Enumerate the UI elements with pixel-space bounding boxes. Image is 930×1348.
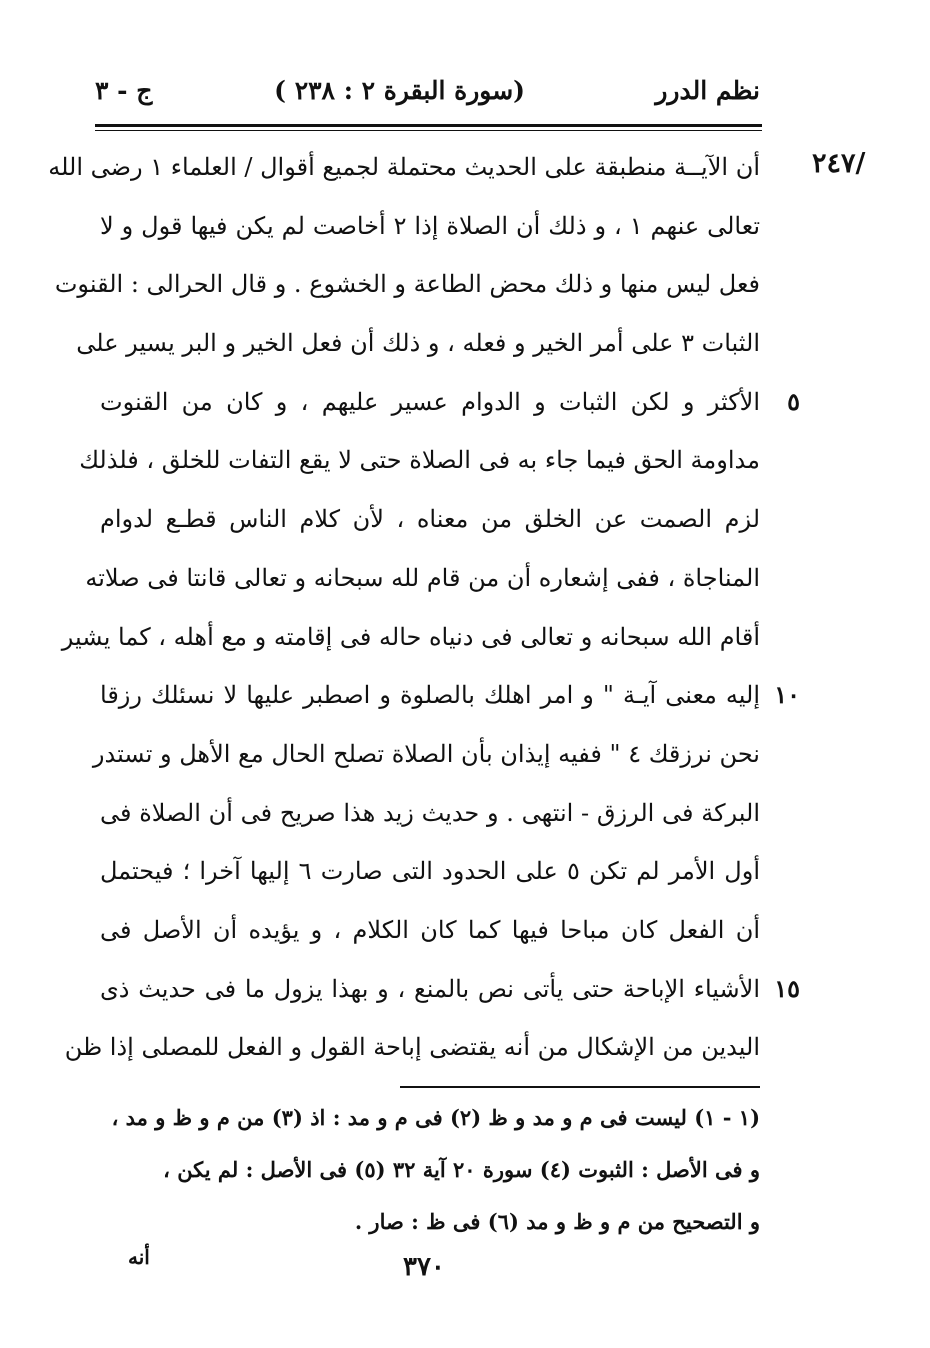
text-line: أن الآيــة منطبقة على الحديث محتملة لجميع أقوال / العلماء ١ رضى الله <box>48 153 760 181</box>
text-line: المناجاة ، ففى إشعاره أن من قام لله سبحانه و تعالى قانتا فى صلاته <box>85 563 760 592</box>
text-line: أقام الله سبحانه و تعالى فى دنياه حاله فى إقامته و مع أهله ، كما يشير <box>61 622 760 651</box>
header-rule-thin <box>95 130 762 131</box>
catchword: أنه <box>128 1245 150 1269</box>
text-line: إليه معنى آيـة " و امر اهلك بالصلوة و اصطبر عليها لا نسئلك رزقا ١٠ <box>100 666 760 725</box>
text-line: البركة فى الرزق - انتهى . و حديث زيد هذا صريح فى أن الصلاة فى <box>100 798 760 827</box>
footnote-line: و التصحيح من م و ظ و مد (٦) فى ظ : صار . <box>354 1209 760 1234</box>
text-line: الأكثر و لكن الثبات و الدوام عسير عليهم ، و كان من القنوت ٥ <box>100 373 760 432</box>
text-line: الثبات ٣ على أمر الخير و فعله ، و ذلك أن فعل الخير و البر يسير على <box>76 329 760 358</box>
running-header <box>95 76 760 116</box>
text-line: فعل ليس منها و ذلك محض الطاعة و الخشوع . و قال الحرالى : القنوت <box>54 270 760 299</box>
page-number: ٣٧٠ <box>403 1252 445 1282</box>
text-line: اليدين من الإشكال من أنه يقتضى إباحة القول و الفعل للمصلى إذا ظن <box>64 1033 760 1062</box>
text-line: أن الفعل كان مباحا فيها كما كان الكلام ، و يؤيده أن الأصل فى <box>100 915 760 944</box>
surah-reference: (سورة البقرة ٢ : ٢٣٨ ) <box>274 76 525 105</box>
volume-label: ج - ٣ <box>95 76 153 105</box>
main-text <box>48 138 800 1077</box>
line-number: ٥ <box>787 386 800 416</box>
text-line: الأشياء الإباحة حتى يأتى نص بالمنع ، و بهذا يزول ما فى حديث ذى ١٥ <box>100 960 760 1019</box>
text-line: نحن نرزقك ٤ " ففيه إيذان بأن الصلاة تصلح الحال مع الأهل و تستدر <box>92 739 760 768</box>
book-title: نظم الدرر <box>655 76 760 105</box>
footnote-line: و فى الأصل : الثبوت (٤) سورة ٢٠ آية ٣٢ (٥) فى الأصل : لم يكن ، <box>163 1157 760 1182</box>
line-number: ١٥ <box>774 973 800 1003</box>
text-line: أول الأمر لم تكن ٥ على الحدود التى صارت ٦ إليها آخرا ؛ فيحتمل <box>100 857 761 886</box>
text-line: تعالى عنهم ١ ، و ذلك أن الصلاة إذا ٢ أخاصت لم يكن فيها قول و لا <box>100 211 760 240</box>
margin-page-reference: ٢٤٧/ <box>812 148 866 179</box>
text-line: مداومة الحق فيما جاء به فى الصلاة حتى لا يقع التفات للخلق ، فلذلك <box>79 446 760 475</box>
footnote-separator <box>400 1086 760 1088</box>
footnote-line: (١ - ١) ليست فى م و مد و ظ (٢) فى م و مد : اذ (٣) من م و ظ و مد ، <box>111 1105 760 1130</box>
footnotes <box>100 1092 760 1248</box>
line-number: ١٠ <box>774 680 800 710</box>
text-line: لزم الصمت عن الخلق من معناه ، لأن كلام الناس قطـع لدوام <box>100 505 761 534</box>
header-rule-thick <box>95 124 762 127</box>
